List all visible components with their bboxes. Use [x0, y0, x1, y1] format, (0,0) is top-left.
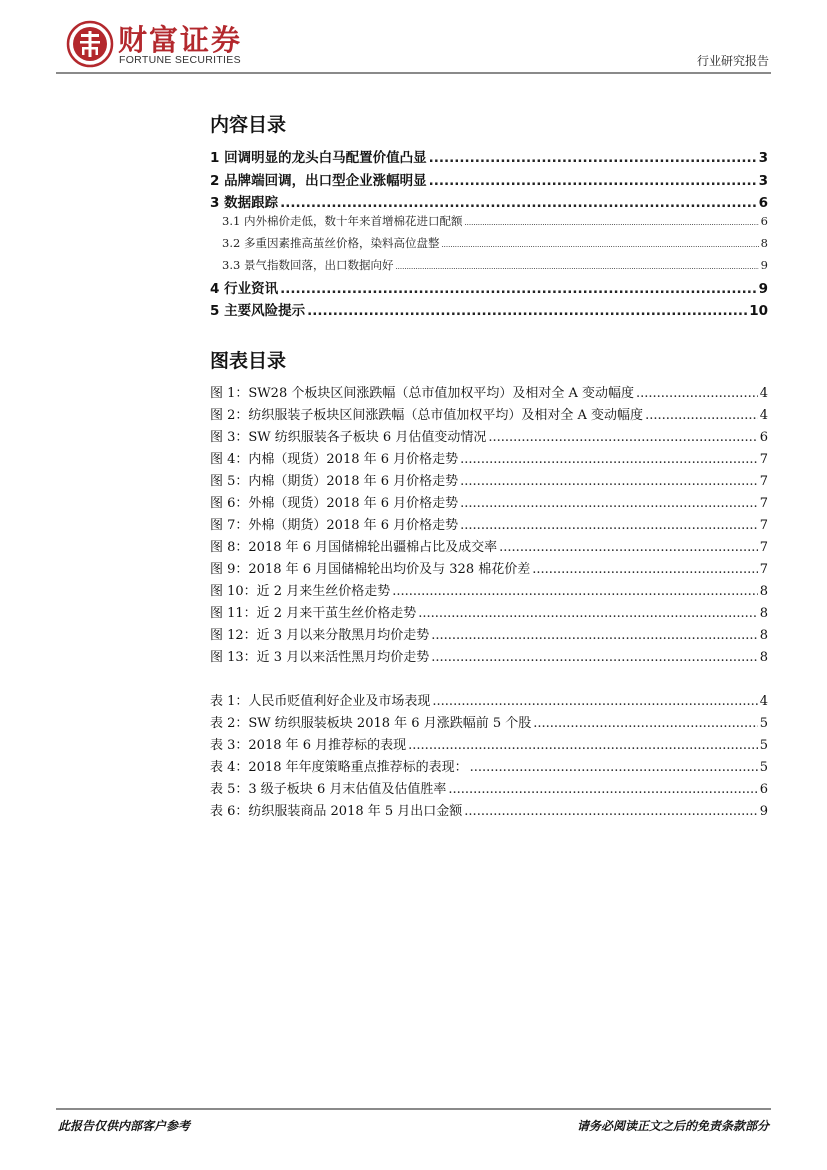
toc-entry[interactable]: [210, 146, 768, 166]
table-entry[interactable]: [210, 690, 768, 709]
figure-entry-page: 8: [759, 584, 768, 599]
dot-leader: [431, 628, 758, 643]
figure-entry-page: 8: [759, 650, 768, 665]
dot-leader: [460, 518, 758, 533]
table-entry-page: 5: [759, 738, 768, 753]
toc-entry-label: 3.3 景气指数回落，出口数据向好: [222, 258, 394, 272]
figure-list-title: 图表目录: [210, 350, 287, 372]
dot-leader: [532, 562, 757, 577]
toc-title: 内容目录: [210, 114, 287, 136]
toc-entry-label: 3 数据跟踪: [210, 195, 279, 211]
toc-entry[interactable]: [210, 299, 768, 319]
dot-leader: [636, 386, 758, 401]
figure-entry-label: 图 10：近 2 月来生丝价格走势: [210, 584, 391, 599]
toc-subentry[interactable]: [222, 213, 768, 229]
toc-entry-page: 6: [760, 214, 768, 228]
dot-leader: [280, 195, 757, 211]
brand-name-en: FORTUNE SECURITIES: [119, 54, 241, 66]
dot-leader: [460, 496, 758, 511]
toc-entry-label: 2 品牌端回调，出口型企业涨幅明显: [210, 173, 427, 189]
toc-entry-label: 3.1 内外棉价走低，数十年来首增棉花进口配额: [222, 214, 463, 228]
table-entry-page: 5: [759, 760, 768, 775]
table-entry-page: 6: [759, 782, 768, 797]
figure-entry-page: 4: [759, 408, 768, 423]
dot-leader: [418, 606, 758, 621]
figure-entry[interactable]: [210, 624, 768, 643]
dot-leader: [395, 263, 758, 271]
footer-divider: [56, 1108, 771, 1110]
figure-entry[interactable]: [210, 514, 768, 533]
dot-leader: [432, 694, 757, 709]
table-entry-label: 表 5：3 级子板块 6 月末估值及估值胜率: [210, 782, 447, 797]
figure-entry[interactable]: [210, 448, 768, 467]
figure-entry[interactable]: [210, 426, 768, 445]
table-entry-page: 4: [759, 694, 768, 709]
dot-leader: [460, 474, 758, 489]
dot-leader: [307, 303, 747, 319]
table-entry-page: 9: [759, 804, 768, 819]
toc-entry-label: 1 回调明显的龙头白马配置价值凸显: [210, 150, 427, 166]
header-divider: [56, 72, 771, 74]
figure-entry[interactable]: [210, 492, 768, 511]
figure-entry[interactable]: [210, 536, 768, 555]
toc-entry-page: 3: [758, 150, 768, 166]
figure-entry-label: 图 12：近 3 月以来分散黑月均价走势: [210, 628, 430, 643]
table-entry-page: 5: [759, 716, 768, 731]
table-entry[interactable]: [210, 712, 768, 731]
figure-entry[interactable]: [210, 470, 768, 489]
figure-entry-label: 图 4：内棉（现货）2018 年 6 月价格走势: [210, 452, 459, 467]
brand-name-cn: 财富证券: [118, 23, 243, 57]
dot-leader: [464, 219, 758, 227]
toc-entry-label: 5 主要风险提示: [210, 303, 306, 319]
dot-leader: [441, 241, 758, 249]
dot-leader: [429, 150, 757, 166]
figure-entry-label: 图 1：SW28 个板块区间涨跌幅（总市值加权平均）及相对全 A 变动幅度: [210, 386, 634, 401]
figure-entry-label: 图 13：近 3 月以来活性黑月均价走势: [210, 650, 430, 665]
figure-entry-page: 4: [759, 386, 768, 401]
figure-entry-page: 7: [759, 562, 768, 577]
table-entry[interactable]: [210, 756, 768, 775]
figure-entry-page: 7: [759, 496, 768, 511]
figure-entry-page: 8: [759, 628, 768, 643]
figure-entry[interactable]: [210, 580, 768, 599]
dot-leader: [280, 281, 757, 297]
figure-entry-page: 7: [759, 452, 768, 467]
page-header: [0, 0, 827, 74]
figure-entry-label: 图 3：SW 纺织服装各子板块 6 月估值变动情况: [210, 430, 487, 445]
dot-leader: [460, 452, 758, 467]
figure-entry-label: 图 8：2018 年 6 月国储棉轮出疆棉占比及成交率: [210, 540, 498, 555]
table-entry-label: 表 1：人民币贬值利好企业及市场表现: [210, 694, 431, 709]
dot-leader: [499, 540, 758, 555]
figure-entry-page: 7: [759, 540, 768, 555]
toc-entry-page: 10: [749, 303, 768, 319]
figure-entry[interactable]: [210, 382, 768, 401]
toc-entry-page: 9: [760, 258, 768, 272]
toc-entry-page: 3: [758, 173, 768, 189]
figure-entry-label: 图 6：外棉（现货）2018 年 6 月价格走势: [210, 496, 459, 511]
toc-entry[interactable]: [210, 191, 768, 211]
figure-entry-page: 8: [759, 606, 768, 621]
toc-entry-page: 6: [758, 195, 768, 211]
figure-entry[interactable]: [210, 602, 768, 621]
table-entry-label: 表 2：SW 纺织服装板块 2018 年 6 月涨跌幅前 5 个股: [210, 716, 532, 731]
dot-leader: [464, 804, 757, 819]
table-entry[interactable]: [210, 800, 768, 819]
dot-leader: [448, 782, 757, 797]
dot-leader: [392, 584, 758, 599]
footer-disclaimer-right: 请务必阅读正文之后的免责条款部分: [576, 1119, 769, 1133]
figure-entry-page: 7: [759, 474, 768, 489]
figure-entry-page: 6: [759, 430, 768, 445]
toc-entry-label: 4 行业资讯: [210, 281, 279, 297]
fortune-seal-logo-icon: [66, 20, 114, 68]
table-entry-label: 表 6：纺织服装商品 2018 年 5 月出口金额: [210, 804, 463, 819]
dot-leader: [431, 650, 758, 665]
toc-entry-page: 8: [760, 236, 768, 250]
figure-entry-label: 图 5：内棉（期货）2018 年 6 月价格走势: [210, 474, 459, 489]
dot-leader: [488, 430, 757, 445]
figure-entry-label: 图 7：外棉（期货）2018 年 6 月价格走势: [210, 518, 459, 533]
dot-leader: [408, 738, 758, 753]
toc-entry-label: 3.2 多重因素推高茧丝价格，染料高位盘整: [222, 236, 440, 250]
dot-leader: [645, 408, 758, 423]
dot-leader: [533, 716, 757, 731]
figure-entry-label: 图 9：2018 年 6 月国储棉轮出均价及与 328 棉花价差: [210, 562, 531, 577]
table-entry-label: 表 3：2018 年 6 月推荐标的表现: [210, 738, 407, 753]
footer-disclaimer-left: 此报告仅供内部客户参考: [58, 1119, 191, 1133]
toc-entry[interactable]: [210, 169, 768, 189]
toc-entry-page: 9: [758, 281, 768, 297]
toc-subentry[interactable]: [222, 235, 768, 251]
figure-entry-label: 图 11：近 2 月来干茧生丝价格走势: [210, 606, 417, 621]
report-type-label: 行业研究报告: [696, 54, 769, 68]
dot-leader: [470, 760, 758, 775]
figure-entry[interactable]: [210, 404, 768, 423]
table-entry[interactable]: [210, 734, 768, 753]
figure-entry-page: 7: [759, 518, 768, 533]
table-entry-label: 表 4：2018 年年度策略重点推荐标的表现：: [210, 760, 468, 775]
figure-entry[interactable]: [210, 558, 768, 577]
figure-entry-label: 图 2：纺织服装子板块区间涨跌幅（总市值加权平均）及相对全 A 变动幅度: [210, 408, 644, 423]
table-entry[interactable]: [210, 778, 768, 797]
toc-subentry[interactable]: [222, 257, 768, 273]
toc-entry[interactable]: [210, 277, 768, 297]
figure-entry[interactable]: [210, 646, 768, 665]
dot-leader: [429, 173, 757, 189]
